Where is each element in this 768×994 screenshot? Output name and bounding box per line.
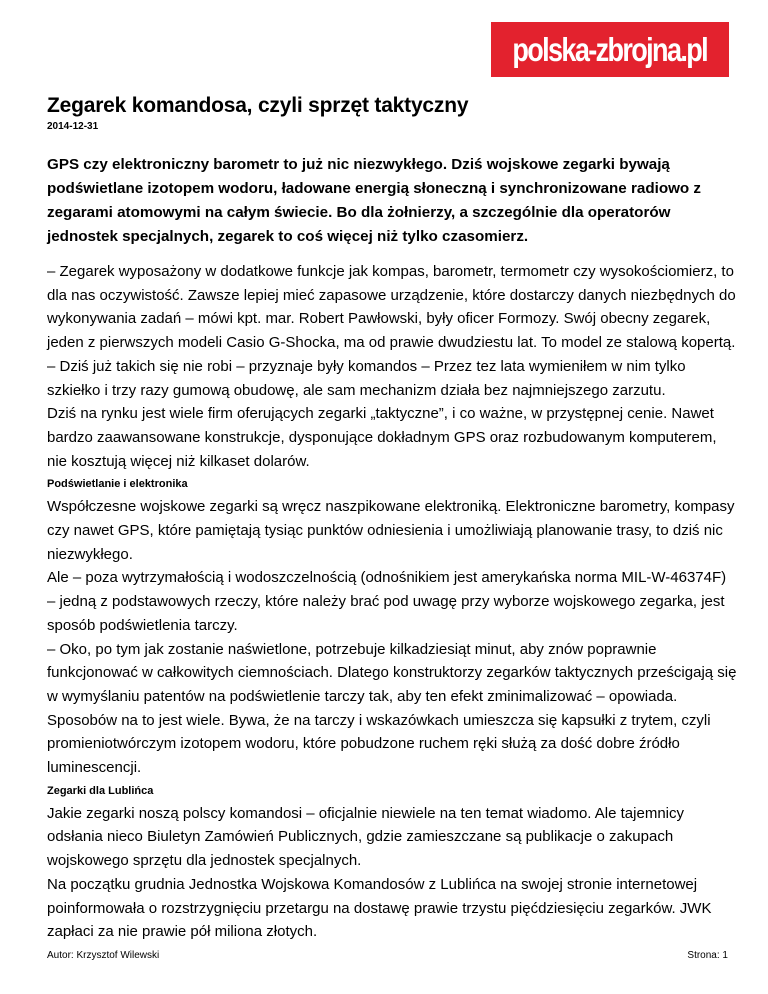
- paragraph: Dziś na rynku jest wiele firm oferujących zegarki „taktyczne”, i co ważne, w przystępnej cenie. Nawet bardzo zaawansowane konstrukcje, dysponujące dokładnym GPS oraz rozbudowanym komputerem, nie kosztują więcej niż kilkaset dolarów.: [47, 405, 717, 470]
- section-heading: Podświetlanie i elektronika: [47, 478, 188, 491]
- section-heading: Zegarki dla Lublińca: [47, 784, 154, 797]
- paragraph: Ale – poza wytrzymałością i wodoszczelnością (odnośnikiem jest amerykańska norma MIL-W-46374F) – jedną z podstawowych rzeczy, które należy brać pod uwagę przy wyborze wojskowego zegarka, jest sposób podświetlenia tarczy.: [47, 569, 727, 634]
- paragraph: Na początku grudnia Jednostka Wojskowa Komandosów z Lublińca na swojej stronie internetowej poinformowała o rozstrzygnięciu przetargu na dostawę prawie trzystu pięćdziesięciu zegarków. JWK zapłaci za nie prawie pół miliona złotych.: [47, 875, 712, 941]
- paragraph: – Oko, po tym jak zostanie naświetlone, potrzebuje kilkadziesiąt minut, aby znów poprawnie funkcjonować w całkowitych ciemnościach. Dlatego konstruktorzy zegarków taktycznych prześcigają się w wymyślaniu patentów na podświetlenie tarczy tak, aby ten efekt zminimalizować – opowiada.: [47, 640, 737, 705]
- paragraph: Sposobów na to jest wiele. Bywa, że na tarczy i wskazówkach umieszcza się kapsułki z trytem, czyli promieniotwórczym izotopem wodoru, które pobudzone ruchem ręki służą za dość dobre źródło luminescencji.: [47, 711, 711, 777]
- paragraph: Jakie zegarki noszą polscy komandosi – oficjalnie niewiele na ten temat wiadomo. Ale tajemnicy odsłania nieco Biuletyn Zamówień Publicznych, gdzie zamieszczane są publikacje o zakupach wojskowego sprzętu dla jednostek specjalnych.: [47, 804, 684, 870]
- paragraph: Współczesne wojskowe zegarki są wręcz naszpikowane elektroniką. Elektroniczne barometry, kompasy czy nawet GPS, które pamiętają tysiąc punktów odniesienia i umożliwiają planowanie trasy, to dziś nic niezwykłego.: [47, 498, 735, 563]
- paragraph: – Zegarek wyposażony w dodatkowe funkcje jak kompas, barometr, termometr czy wysokościomierz, to dla nas oczywistość. Zawsze lepiej mieć zapasowe urządzenie, które dostarczy danych niezbędnych do wykonywania zadań – mówi kpt. mar. Robert Pawłowski, były oficer Formozy. Swój obecny zegarek, jeden z pierwszych modeli Casio G-Shocka, ma od prawie dwudziestu lat. To model ze stalową kopertą. – Dziś już takich się nie robi – przyznaje były komandos – Przez tez lata wymieniłem w nim tylko szkiełko i trzy razy gumową obudowę, ale sam mechanizm działa bez najmniejszego zarzutu.: [47, 263, 736, 399]
- article-date: 2014-12-31: [47, 121, 99, 132]
- article-lead: GPS czy elektroniczny barometr to już nic niezwykłego. Dziś wojskowe zegarki bywają podświetlane izotopem wodoru, ładowane energią słoneczną i synchronizowane radiowo z zegarami atomowymi na całym świecie. Bo dla żołnierzy, a szczególnie dla operatorów jednostek specjalnych, zegarek to coś więcej niż tylko czasomierz.: [47, 156, 702, 245]
- site-logo[interactable]: [491, 22, 729, 77]
- footer-page-number: Strona: 1: [687, 950, 728, 961]
- article-body: [47, 260, 737, 944]
- site-logo-text: polska-zbrojna.pl: [512, 30, 708, 68]
- article-title: Zegarek komandosa, czyli sprzęt taktyczny: [47, 94, 469, 117]
- footer-author: Autor: Krzysztof Wilewski: [47, 950, 160, 961]
